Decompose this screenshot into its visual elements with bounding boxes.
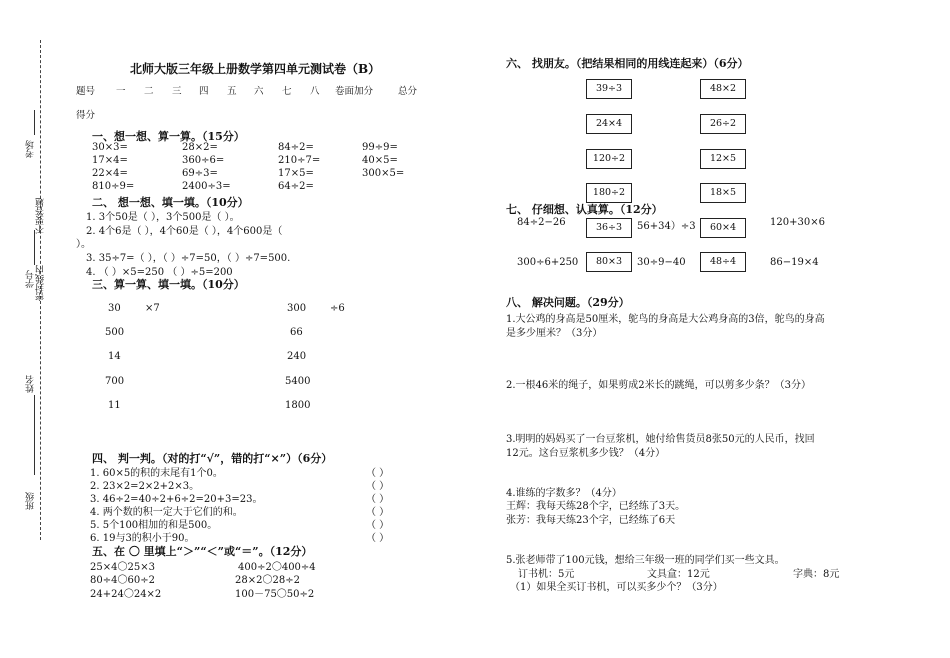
expression-item: 84÷2−26 bbox=[517, 217, 566, 228]
answer-paren[interactable]: （ ） bbox=[366, 520, 390, 531]
expression-item: 86−19×4 bbox=[770, 257, 819, 268]
side-label-seal-line: 密封线内 bbox=[36, 265, 46, 301]
calc-item: 210÷7= bbox=[278, 155, 321, 166]
score-header-label: 题号 bbox=[76, 86, 96, 97]
price-item: 字典：8元 bbox=[793, 569, 840, 580]
problem-5-sub-1: （1）如果全买订书机，可以买多少个？（3分） bbox=[510, 582, 723, 593]
match-box-left[interactable]: 39÷3 bbox=[586, 79, 632, 99]
table-right-value: 240 bbox=[287, 351, 307, 362]
match-box-right[interactable]: 48×2 bbox=[700, 79, 746, 99]
match-box-left[interactable]: 180÷2 bbox=[586, 183, 632, 203]
calc-item: 300×5= bbox=[362, 168, 405, 179]
match-box-right[interactable]: 48÷4 bbox=[700, 252, 746, 272]
score-header-3: 三 bbox=[172, 86, 182, 97]
score-row-label: 得分 bbox=[76, 110, 96, 121]
compare-item: 25×4〇25×3 bbox=[90, 562, 155, 573]
problem-5-line-1: 5.张老师带了100元钱，想给三年级一班的同学们买一些文具。 bbox=[506, 555, 785, 566]
problem-1-line-1: 1.大公鸡的身高是50厘米，鸵鸟的身高是大公鸡身高的3倍，鸵鸟的身高 bbox=[506, 314, 825, 325]
section-6-heading: 六、 找朋友。（把结果相同的用线连起来）（6分） bbox=[506, 57, 749, 70]
score-header-4: 四 bbox=[199, 86, 209, 97]
section-5-heading: 五、在 〇 里填上“＞”“＜”或“＝”。（12分） bbox=[92, 545, 313, 558]
match-box-right[interactable]: 12×5 bbox=[700, 149, 746, 169]
match-box-right[interactable]: 60×4 bbox=[700, 218, 746, 238]
problem-4-line-2: 王辉：我每天练28个字，已经练了3天。 bbox=[506, 501, 686, 512]
section-7-heading: 七、 仔细想、认真算。（12分） bbox=[506, 203, 663, 216]
judge-item: 1. 60×5的积的末尾有1个0。 bbox=[90, 468, 223, 479]
section-8-heading: 八、 解决问题。（29分） bbox=[506, 296, 630, 309]
table-left-value: 30 bbox=[108, 303, 121, 314]
page-title: 北师大版三年级上册数学第四单元测试卷（B） bbox=[130, 62, 381, 76]
expression-item: 120+30×6 bbox=[770, 217, 825, 228]
section-2-heading: 二、 想一想、填一填。（10分） bbox=[92, 196, 249, 209]
problem-3-line-1: 3.明明的妈妈买了一台豆浆机，她付给售货员8张50元的人民币，找回 bbox=[506, 434, 815, 445]
calc-item: 28×2= bbox=[182, 142, 218, 153]
table-right-value: 66 bbox=[290, 327, 303, 338]
calc-item: 17×5= bbox=[278, 168, 314, 179]
expression-item: 300÷6+250 bbox=[517, 257, 579, 268]
answer-paren[interactable]: （ ） bbox=[366, 533, 390, 544]
calc-item: 2400÷3= bbox=[182, 181, 231, 192]
side-label-exam-room: 考场 bbox=[26, 140, 36, 158]
price-item: 文具盒：12元 bbox=[647, 569, 710, 580]
calc-item: 40×5= bbox=[362, 155, 398, 166]
answer-paren[interactable]: （ ） bbox=[366, 481, 390, 492]
compare-item: 80÷4〇60÷2 bbox=[90, 575, 155, 586]
problem-4-line-3: 张芳：我每天练23个字，已经练了6天 bbox=[506, 515, 676, 526]
match-box-right[interactable]: 18×5 bbox=[700, 183, 746, 203]
compare-item: 400÷2〇400÷4 bbox=[238, 562, 316, 573]
compare-item: 24+24〇24×2 bbox=[90, 589, 162, 600]
side-underline bbox=[34, 230, 35, 265]
match-box-left[interactable]: 120÷2 bbox=[586, 149, 632, 169]
match-box-left[interactable]: 36÷3 bbox=[586, 218, 632, 238]
calc-item: 99÷9= bbox=[362, 142, 398, 153]
calc-item: 17×4= bbox=[92, 155, 128, 166]
table-left-value: 14 bbox=[108, 351, 121, 362]
score-header-2: 二 bbox=[144, 86, 154, 97]
side-label-class: 班级 bbox=[26, 492, 36, 510]
score-header-1: 一 bbox=[116, 86, 126, 97]
compare-item: 28×2〇28÷2 bbox=[235, 575, 300, 586]
table-right-value: 5400 bbox=[285, 376, 311, 387]
score-header-6: 六 bbox=[254, 86, 264, 97]
side-label-name: 姓名 bbox=[26, 375, 36, 393]
calc-item: 64÷2= bbox=[278, 181, 314, 192]
side-underline bbox=[34, 110, 35, 135]
fill-item-1: 1. 3个50是（ ），3个500是（ ）。 bbox=[86, 212, 240, 223]
table-right-value: 1800 bbox=[285, 400, 311, 411]
calc-item: 69÷3= bbox=[182, 168, 218, 179]
score-header-8: 八 bbox=[310, 86, 320, 97]
problem-4-line-1: 4.谁练的字数多？（4分） bbox=[506, 488, 622, 499]
answer-paren[interactable]: （ ） bbox=[366, 468, 390, 479]
score-header-7: 七 bbox=[282, 86, 292, 97]
fill-item-4: 4. （ ）×5=250 （ ）÷5=200 bbox=[86, 267, 233, 278]
judge-item: 5. 5个100相加的和是500。 bbox=[90, 520, 218, 531]
match-box-left[interactable]: 80×3 bbox=[586, 252, 632, 272]
judge-item: 6. 19与3的积小于90。 bbox=[90, 533, 195, 544]
calc-item: 22×4= bbox=[92, 168, 128, 179]
judge-item: 3. 46÷2=40÷2+6÷2=20+3=23。 bbox=[90, 494, 263, 505]
score-header-bonus: 卷面加分 bbox=[335, 86, 374, 97]
fill-item-2-end: ）。 bbox=[76, 239, 91, 250]
compare-item: 100－75〇50÷2 bbox=[235, 589, 315, 600]
calc-item: 360÷6= bbox=[182, 155, 225, 166]
calc-item: 84÷2= bbox=[278, 142, 314, 153]
answer-paren[interactable]: （ ） bbox=[366, 494, 390, 505]
match-box-right[interactable]: 26÷2 bbox=[700, 114, 746, 134]
side-label-no-answer: 不要答题 bbox=[36, 198, 46, 234]
fill-item-2: 2. 4个6是（ ），4个60是（ ），4个600是（ bbox=[86, 226, 283, 237]
price-item: 订书机：5元 bbox=[518, 569, 575, 580]
operator-left: ×7 bbox=[145, 303, 160, 314]
judge-item: 4. 两个数的积一定大于它们的和。 bbox=[90, 507, 243, 518]
score-header-total: 总分 bbox=[398, 86, 418, 97]
side-label-student-id: 学号 bbox=[26, 270, 36, 288]
section-4-heading: 四、 判一判。（对的打“√”，错的打“×”）（6分） bbox=[92, 452, 333, 465]
operator-right: ÷6 bbox=[330, 303, 345, 314]
calc-item: 810÷9= bbox=[92, 181, 135, 192]
problem-1-line-2: 是多少厘米？（3分） bbox=[506, 328, 603, 339]
table-left-value: 11 bbox=[108, 400, 121, 411]
table-right-value: 300 bbox=[287, 303, 307, 314]
fill-item-3: 3. 35÷7=（ ），（ ）÷7=50，（ ）÷7=500. bbox=[86, 253, 291, 264]
expression-item: 30÷9−40 bbox=[637, 257, 686, 268]
problem-2: 2.一根46米的绳子，如果剪成2米长的跳绳，可以剪多少条？（3分） bbox=[506, 380, 811, 391]
expression-item: 56+34）÷3 bbox=[637, 221, 696, 232]
score-header-5: 五 bbox=[227, 86, 237, 97]
table-left-value: 500 bbox=[105, 327, 125, 338]
side-underline bbox=[34, 395, 35, 475]
section-3-heading: 三、算一算、填一填。（10分） bbox=[92, 278, 245, 291]
table-left-value: 700 bbox=[105, 376, 125, 387]
problem-3-line-2: 12元。这台豆浆机多少钱？（4分） bbox=[506, 448, 666, 459]
judge-item: 2. 23×2=2×2+2×3。 bbox=[90, 481, 200, 492]
calc-item: 30×3= bbox=[92, 142, 128, 153]
match-box-left[interactable]: 24×4 bbox=[586, 114, 632, 134]
section-1-heading: 一、想一想、算一算。（15分） bbox=[92, 130, 245, 143]
answer-paren[interactable]: （ ） bbox=[366, 507, 390, 518]
